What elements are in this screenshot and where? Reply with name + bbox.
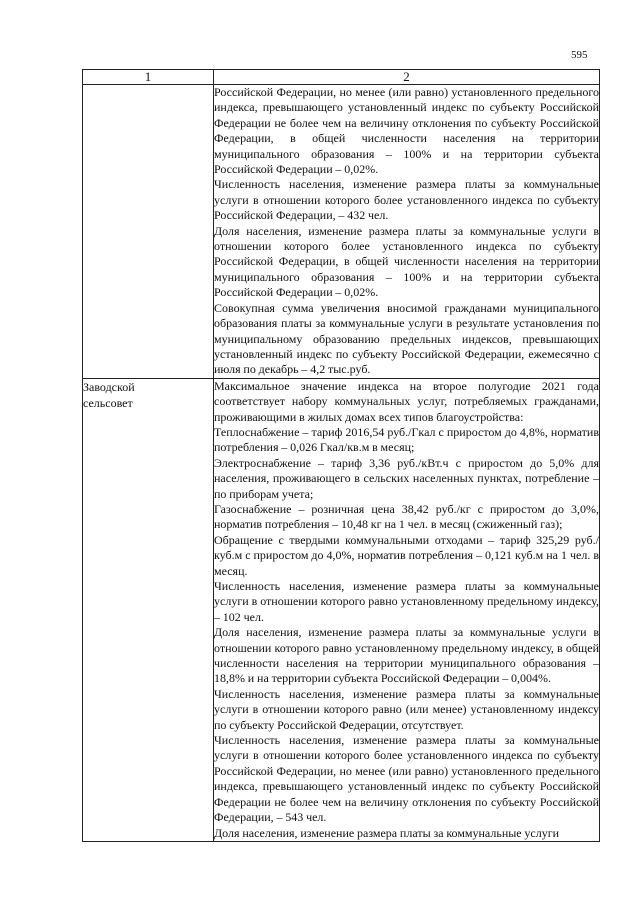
column-header-2: 2 [214, 70, 600, 85]
table-row [83, 378, 600, 841]
paragraph: Электроснабжение – тариф 3,36 руб./кВт.ч с приростом до 5,0% для населения, проживающего в сельских населенных пунктах, потребление – по приборам учета; [214, 455, 599, 501]
municipality-cell-empty [83, 85, 214, 379]
paragraph: Газоснабжение – розничная цена 38,42 руб./кг с приростом до 3,0%, норматив потребления – 10,48 кг на 1 чел. в месяц (сжиженный газ); [214, 501, 599, 532]
municipality-name-line-1: Заводской [83, 379, 135, 394]
paragraph: Численность населения, изменение размера платы за коммунальные услуги в отношении которого более установленного индекса по субъекту Российской Федерации, – 432 чел. [214, 177, 599, 223]
paragraph: Численность населения, изменение размера платы за коммунальные услуги в отношении которого равно (или менее) установленному индексу по субъекту Российской Федерации, отсутствует. [214, 686, 599, 732]
municipality-cell [83, 378, 214, 841]
description-cell [214, 378, 600, 841]
paragraph: Доля населения, изменение размера платы за коммунальные услуги в отношении которого более установленного индекса по субъекту Российской Федерации, в общей численности населения на территории муниципального образования – 100% и на территории субъекта Российской Федерации – 0,02%. [214, 223, 599, 300]
paragraph: Численность населения, изменение размера платы за коммунальные услуги в отношении которого более установленного индекса по субъекту Российской Федерации, но менее (или равно) установленного предельного индекса, превышающего установленный индекс по субъекту Российской Федерации не более чем на величину отклонения по субъекту Российской Федерации, – 543 чел. [214, 733, 599, 825]
paragraph: Теплоснабжение – тариф 2016,54 руб./Гкал с приростом до 4,8%, норматив потребления – 0,026 Гкал/кв.м в месяц; [214, 424, 599, 455]
paragraph: Совокупная сумма увеличения вносимой гражданами муниципального образования платы за коммунальные услуги в результате установления по муниципальному образованию предельных индексов, превышающих установленный индекс по субъекту Российской Федерации, ежемесячно с июля по декабрь – 4,2 тыс.руб. [214, 300, 599, 377]
column-header-1: 1 [83, 70, 214, 85]
description-cell [214, 85, 600, 379]
paragraph: Численность населения, изменение размера платы за коммунальные услуги в отношении которого равно установленному предельному индексу, – 102 чел. [214, 579, 599, 624]
paragraph: Российской Федерации, но менее (или равно) установленного предельного индекса, превышающего установленный индекс по субъекту Российской Федерации не более чем на величину отклонения по субъекту Российской Федерации, в общей численности населения на территории муниципального образования – 100% и на территории субъекта Российской Федерации – 0,02%. [214, 85, 599, 177]
table-header-row [83, 70, 600, 85]
table-row [83, 85, 600, 379]
page-number: 595 [571, 49, 588, 61]
document-table [82, 69, 600, 842]
paragraph: Максимальное значение индекса на второе полугодие 2021 года соответствует набору коммунальных услуг, потребляемых гражданами, проживающими в жилых домах всех типов благоустройства: [214, 378, 599, 424]
paragraph: Доля населения, изменение размера платы за коммунальные услуги в отношении которого равно установленному предельному индексу, в общей численности населения на территории муниципального образования – 18,8% и на территории субъекта Российской Федерации – 0,004%. [214, 625, 599, 686]
municipality-name-line-2: сельсовет [83, 395, 133, 410]
paragraph: Обращение с твердыми коммунальными отходами – тариф 325,29 руб./куб.м с приростом до 4,0%, норматив потребления – 0,121 куб.м на 1 чел. в месяц. [214, 532, 599, 578]
paragraph: Доля населения, изменение размера платы за коммунальные услуги [214, 825, 560, 840]
